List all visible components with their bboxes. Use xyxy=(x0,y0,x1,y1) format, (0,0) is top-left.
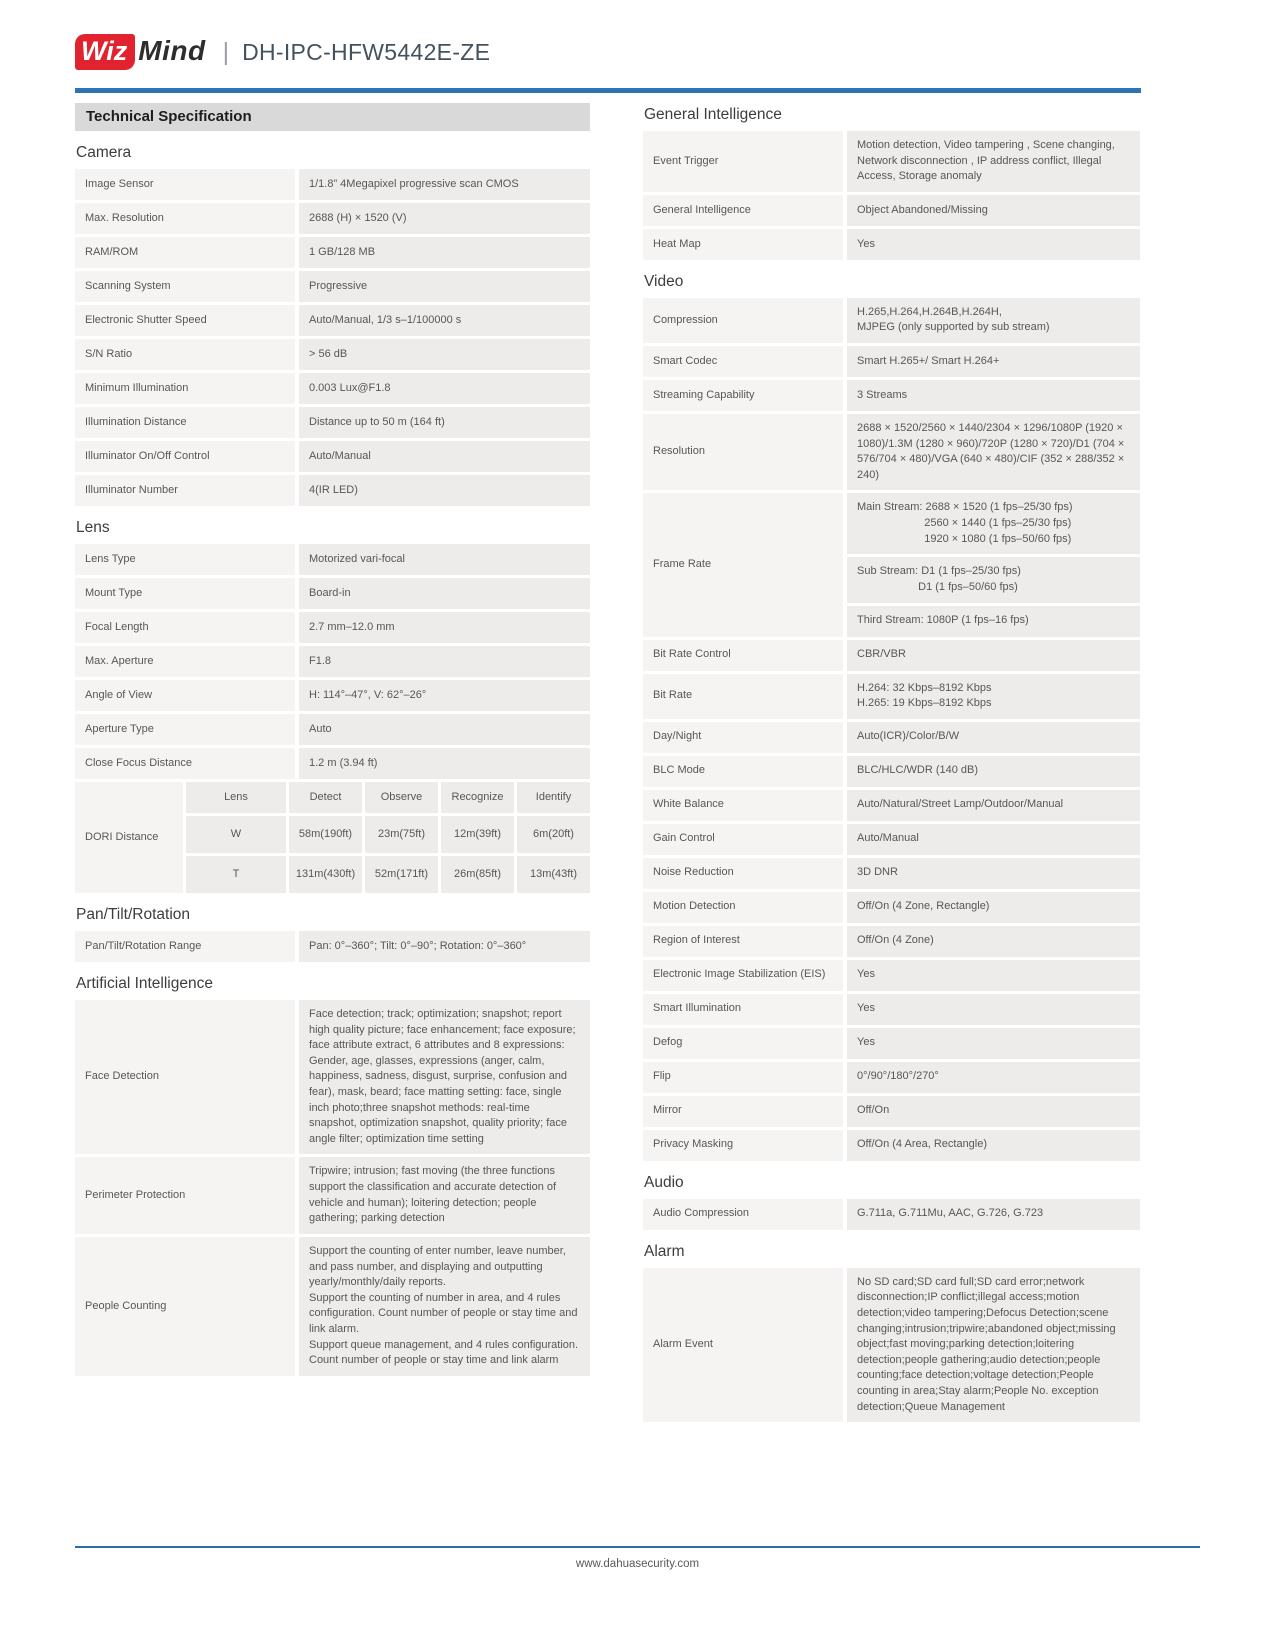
page-header xyxy=(75,34,490,70)
header-separator: | xyxy=(222,37,230,66)
wizmind-logo-wiz: Wiz xyxy=(75,34,135,70)
spec-row xyxy=(75,169,590,200)
section-general-intelligence xyxy=(643,105,1140,260)
dori-cell: 6m(20ft) xyxy=(517,816,590,853)
row-value xyxy=(847,790,1140,821)
value-line: 4(IR LED) xyxy=(309,483,358,496)
row-value xyxy=(847,1028,1140,1059)
spec-row xyxy=(643,298,1140,343)
value-line: No SD card;SD card full;SD card error;network disconnection;IP conflict;illegal access;motion detection;video tampering;Defocus Detection;scene changing;intrusion;tripwire;abandoned object;missing object;fast moving;parking detection;loitering detection;people gathering;audio detection;people counting;face detection;voltage detection;People counting in area;Stay alarm;People No. exception detection;Queue Management xyxy=(857,1275,1119,1413)
row-value xyxy=(847,229,1140,260)
row-label: General Intelligence xyxy=(643,195,843,226)
value-line: Pan: 0°–360°; Tilt: 0°–90°; Rotation: 0°–360° xyxy=(309,939,527,952)
value-line: H.264: 32 Kbps–8192 Kbps xyxy=(857,681,992,694)
value-line: Sub Stream: D1 (1 fps–25/30 fps) xyxy=(857,565,1021,578)
row-label: RAM/ROM xyxy=(75,237,295,268)
spec-row xyxy=(75,578,590,609)
row-value xyxy=(299,203,590,234)
spec-row xyxy=(643,858,1140,889)
left-column xyxy=(75,103,590,1379)
row-value xyxy=(299,544,590,575)
dori-cell: 13m(43ft) xyxy=(517,856,590,893)
row-label: Alarm Event xyxy=(643,1268,843,1422)
dori-column-header: Identify xyxy=(517,782,590,813)
value-line: 2688 × 1520/2560 × 1440/2304 × 1296/1080P (1920 × 1080)/1.3M (1280 × 960)/720P (1280 × 720)/D1 (704 × 576/704 × 480)/VGA (640 × 480)/CIF (352 × 288/352 × 240) xyxy=(857,422,1128,481)
row-value xyxy=(847,195,1140,226)
value-line: Distance up to 50 m (164 ft) xyxy=(309,415,445,428)
spec-row xyxy=(75,748,590,779)
value-line: F1.8 xyxy=(309,654,332,667)
row-value xyxy=(847,298,1140,343)
value-line: BLC/HLC/WDR (140 dB) xyxy=(857,764,979,777)
row-label: Region of Interest xyxy=(643,926,843,957)
spec-row xyxy=(75,305,590,336)
dori-table xyxy=(75,782,590,893)
value-line: 1 GB/128 MB xyxy=(309,245,376,258)
value-line: MJPEG (only supported by sub stream) xyxy=(857,321,1050,334)
row-label: Angle of View xyxy=(75,680,295,711)
spec-row xyxy=(643,1062,1140,1093)
section-title: Camera xyxy=(76,144,132,161)
row-label: Perimeter Protection xyxy=(75,1157,295,1233)
spec-row xyxy=(75,339,590,370)
model-number: DH-IPC-HFW5442E-ZE xyxy=(242,38,491,65)
dori-cell: 58m(190ft) xyxy=(289,816,362,853)
row-label: Streaming Capability xyxy=(643,380,843,411)
spec-row xyxy=(75,237,590,268)
spec-row xyxy=(643,1268,1140,1422)
value-line: 1920 × 1080 (1 fps–50/60 fps) xyxy=(857,532,1072,545)
value-line: Support the counting of number in area, and 4 rules configuration. Count number of people or stay time and link alarm. xyxy=(309,1291,581,1335)
header-divider xyxy=(75,88,1141,93)
section-title: Video xyxy=(644,272,684,290)
spec-row xyxy=(643,756,1140,787)
value-line: 0°/90°/180°/270° xyxy=(857,1070,939,1083)
value-line: Third Stream: 1080P (1 fps–16 fps) xyxy=(857,614,1029,627)
row-value xyxy=(299,612,590,643)
row-label: Scanning System xyxy=(75,271,295,302)
row-value xyxy=(847,131,1140,192)
value-line: 2688 (H) × 1520 (V) xyxy=(309,211,407,224)
dori-column-header: Observe xyxy=(365,782,438,813)
row-label: Smart Illumination xyxy=(643,994,843,1025)
spec-row xyxy=(643,722,1140,753)
value-line: Auto/Manual xyxy=(309,449,371,462)
row-label: Gain Control xyxy=(643,824,843,855)
row-value xyxy=(299,1237,590,1376)
value-line: 1/1.8” 4Megapixel progressive scan CMOS xyxy=(309,177,519,190)
value-line: > 56 dB xyxy=(309,347,348,360)
row-value xyxy=(847,640,1140,671)
row-label: Minimum Illumination xyxy=(75,373,295,404)
row-label: Resolution xyxy=(643,414,843,490)
row-label: Aperture Type xyxy=(75,714,295,745)
spec-row xyxy=(643,131,1140,192)
row-label: Image Sensor xyxy=(75,169,295,200)
row-value xyxy=(847,1268,1140,1422)
section-title: Artificial Intelligence xyxy=(76,975,213,992)
spec-row xyxy=(643,229,1140,260)
row-label: Event Trigger xyxy=(643,131,843,192)
row-label: Compression xyxy=(643,298,843,343)
value-line: CBR/VBR xyxy=(857,648,906,661)
row-value xyxy=(847,1199,1140,1230)
row-label: Focal Length xyxy=(75,612,295,643)
value-line: Main Stream: 2688 × 1520 (1 fps–25/30 fps) xyxy=(857,501,1073,514)
value-stack xyxy=(847,493,1140,636)
value-line: Support queue management, and 4 rules configuration. Count number of people or stay time and link alarm xyxy=(309,1338,582,1367)
row-value xyxy=(847,994,1140,1025)
row-label: BLC Mode xyxy=(643,756,843,787)
spec-row xyxy=(75,931,590,962)
spec-row xyxy=(643,493,1140,636)
row-value xyxy=(299,271,590,302)
row-label: Face Detection xyxy=(75,1000,295,1154)
value-line: Smart H.265+/ Smart H.264+ xyxy=(857,354,1000,367)
value-line: Yes xyxy=(857,968,875,981)
row-value xyxy=(299,441,590,472)
spec-row xyxy=(75,544,590,575)
row-label: Pan/Tilt/Rotation Range xyxy=(75,931,295,962)
row-label: Noise Reduction xyxy=(643,858,843,889)
row-label: Lens Type xyxy=(75,544,295,575)
spec-row xyxy=(75,203,590,234)
spec-row xyxy=(643,892,1140,923)
spec-row xyxy=(75,1157,590,1233)
value-line: Motion detection, Video tampering , Scene changing, Network disconnection , IP address conflict, Illegal Access, Storage anomaly xyxy=(857,139,1118,183)
dori-column-header: Lens xyxy=(186,782,286,813)
section-pan-tilt-rotation xyxy=(75,905,590,962)
row-value xyxy=(847,960,1140,991)
footer-divider xyxy=(75,1546,1200,1548)
row-value xyxy=(299,339,590,370)
value-line: Tripwire; intrusion; fast moving (the three functions support the classification and accurate detection of vehicle and human); loitering detection; people gathering; parking detection xyxy=(309,1165,560,1225)
row-label: Day/Night xyxy=(643,722,843,753)
dori-cell: 26m(85ft) xyxy=(441,856,514,893)
value-line: Yes xyxy=(857,1002,875,1015)
row-value xyxy=(847,1062,1140,1093)
row-label: Mirror xyxy=(643,1096,843,1127)
section-camera xyxy=(75,143,590,506)
row-value xyxy=(299,1000,590,1154)
row-label: People Counting xyxy=(75,1237,295,1376)
row-value xyxy=(299,748,590,779)
spec-row xyxy=(643,674,1140,719)
section-video xyxy=(643,272,1140,1161)
spec-row xyxy=(75,475,590,506)
section-alarm xyxy=(643,1242,1140,1422)
row-label: White Balance xyxy=(643,790,843,821)
row-value xyxy=(847,722,1140,753)
row-value xyxy=(299,714,590,745)
row-label: Motion Detection xyxy=(643,892,843,923)
section-title: Alarm xyxy=(644,1242,685,1260)
row-label: Defog xyxy=(643,1028,843,1059)
spec-row xyxy=(75,646,590,677)
row-label: Illuminator On/Off Control xyxy=(75,441,295,472)
row-value xyxy=(847,756,1140,787)
row-label: Mount Type xyxy=(75,578,295,609)
spec-row xyxy=(75,612,590,643)
spec-row xyxy=(643,1130,1140,1161)
row-label: Audio Compression xyxy=(643,1199,843,1230)
value-line: 1.2 m (3.94 ft) xyxy=(309,756,378,769)
spec-row xyxy=(643,960,1140,991)
value-line: Face detection; track; optimization; snapshot; report high quality picture; face enhancement; face exposure; face attribute extract, 6 attributes and 8 expressions: Gender, age, glasses, expressions (anger, calm, happiness, sadness, disgust, surprise, confusion and fear), mask, beard; face matting setting: face, single inch photo;three snapshot methods: real-time snapshot, optimization snapshot, quality priority; face angle filter; optimization time setting xyxy=(309,1008,579,1145)
row-label: Electronic Image Stabilization (EIS) xyxy=(643,960,843,991)
spec-row xyxy=(75,407,590,438)
spec-row xyxy=(643,824,1140,855)
value-line: Support the counting of enter number, leave number, and pass number, and displaying and outputting yearly/monthly/daily reports. xyxy=(309,1244,569,1289)
row-value xyxy=(299,407,590,438)
dori-row-name: W xyxy=(186,816,286,853)
row-value xyxy=(847,557,1140,602)
row-label: Bit Rate xyxy=(643,674,843,719)
row-value xyxy=(299,680,590,711)
value-line: 0.003 Lux@F1.8 xyxy=(309,381,391,394)
row-value xyxy=(299,646,590,677)
section-artificial-intelligence xyxy=(75,974,590,1376)
footer-url[interactable]: www.dahuasecurity.com xyxy=(575,1558,700,1570)
row-value xyxy=(847,606,1140,637)
row-value xyxy=(299,305,590,336)
spec-row xyxy=(643,640,1140,671)
section-lens xyxy=(75,518,590,893)
spec-row xyxy=(643,195,1140,226)
value-line: Progressive xyxy=(309,279,368,292)
value-line: Auto(ICR)/Color/B/W xyxy=(857,730,960,743)
spec-row xyxy=(643,414,1140,490)
value-line: H: 114°–47°, V: 62°–26° xyxy=(309,688,427,701)
wizmind-logo-mind: Mind xyxy=(138,35,206,66)
section-title: General Intelligence xyxy=(644,106,782,123)
spec-row xyxy=(643,790,1140,821)
row-label: Electronic Shutter Speed xyxy=(75,305,295,336)
row-label: Privacy Masking xyxy=(643,1130,843,1161)
spec-row xyxy=(643,1028,1140,1059)
row-label: Flip xyxy=(643,1062,843,1093)
row-label: Illuminator Number xyxy=(75,475,295,506)
value-line: H.265,H.264,H.264B,H.264H, xyxy=(857,305,1002,318)
value-line: 2.7 mm–12.0 mm xyxy=(309,620,395,633)
spec-row xyxy=(75,271,590,302)
spec-row xyxy=(643,994,1140,1025)
row-value xyxy=(299,169,590,200)
value-line: 3 Streams xyxy=(857,388,908,401)
value-line: Off/On (4 Area, Rectangle) xyxy=(857,1138,988,1151)
spec-row xyxy=(643,1096,1140,1127)
row-value xyxy=(299,578,590,609)
value-line: Yes xyxy=(857,237,875,250)
row-label: Close Focus Distance xyxy=(75,748,295,779)
value-line: Board-in xyxy=(309,586,351,599)
dori-cell: 23m(75ft) xyxy=(365,816,438,853)
spec-row xyxy=(643,1199,1140,1230)
wizmind-logo xyxy=(75,34,206,70)
row-value xyxy=(847,1096,1140,1127)
dori-cell: 52m(171ft) xyxy=(365,856,438,893)
value-line: Off/On (4 Zone, Rectangle) xyxy=(857,900,990,913)
row-value xyxy=(847,824,1140,855)
value-line: Object Abandoned/Missing xyxy=(857,203,988,216)
value-line: Auto xyxy=(309,722,332,735)
value-line: Auto/Natural/Street Lamp/Outdoor/Manual xyxy=(857,798,1064,811)
value-line: 3D DNR xyxy=(857,866,898,879)
row-label: S/N Ratio xyxy=(75,339,295,370)
spec-row xyxy=(75,373,590,404)
value-line: 2560 × 1440 (1 fps–25/30 fps) xyxy=(857,517,1072,530)
spec-row xyxy=(643,380,1140,411)
row-value xyxy=(299,237,590,268)
section-title: Pan/Tilt/Rotation xyxy=(76,906,191,923)
section-title: Lens xyxy=(76,519,110,536)
value-line: D1 (1 fps–50/60 fps) xyxy=(857,580,1018,593)
value-line: Off/On xyxy=(857,1104,890,1117)
row-value xyxy=(847,1130,1140,1161)
row-value xyxy=(847,926,1140,957)
row-label: Frame Rate xyxy=(643,493,843,636)
row-label: Heat Map xyxy=(643,229,843,260)
value-line: H.265: 19 Kbps–8192 Kbps xyxy=(857,697,992,710)
spec-row xyxy=(75,680,590,711)
row-value xyxy=(299,475,590,506)
row-value xyxy=(847,414,1140,490)
row-label: Illumination Distance xyxy=(75,407,295,438)
technical-specification-label: Technical Specification xyxy=(86,108,252,125)
value-line: Auto/Manual xyxy=(857,832,919,845)
spec-row xyxy=(75,441,590,472)
value-line: G.711a, G.711Mu, AAC, G.726, G.723 xyxy=(857,1207,1044,1220)
right-column xyxy=(643,103,1140,1425)
row-label: Smart Codec xyxy=(643,346,843,377)
dori-column-header: Recognize xyxy=(441,782,514,813)
row-value xyxy=(847,892,1140,923)
dori-row-label: DORI Distance xyxy=(75,782,183,893)
value-line: Motorized vari-focal xyxy=(309,552,405,565)
dori-cell: 12m(39ft) xyxy=(441,816,514,853)
technical-specification-heading xyxy=(75,103,590,131)
row-label: Max. Resolution xyxy=(75,203,295,234)
dori-row-name: T xyxy=(186,856,286,893)
row-value xyxy=(847,380,1140,411)
section-audio xyxy=(643,1173,1140,1230)
section-title: Audio xyxy=(644,1173,684,1191)
value-line: Yes xyxy=(857,1036,875,1049)
row-value xyxy=(299,1157,590,1233)
row-value xyxy=(847,674,1140,719)
dori-cell: 131m(430ft) xyxy=(289,856,362,893)
spec-row xyxy=(643,926,1140,957)
row-value xyxy=(299,931,590,962)
spec-row xyxy=(643,346,1140,377)
row-value xyxy=(299,373,590,404)
row-label: Bit Rate Control xyxy=(643,640,843,671)
row-value xyxy=(847,346,1140,377)
value-line: Auto/Manual, 1/3 s–1/100000 s xyxy=(309,313,462,326)
row-value xyxy=(847,493,1140,554)
row-label: Max. Aperture xyxy=(75,646,295,677)
row-value xyxy=(847,858,1140,889)
dori-column-header: Detect xyxy=(289,782,362,813)
spec-row xyxy=(75,1237,590,1376)
spec-row xyxy=(75,1000,590,1154)
spec-row xyxy=(75,714,590,745)
value-line: Off/On (4 Zone) xyxy=(857,934,934,947)
